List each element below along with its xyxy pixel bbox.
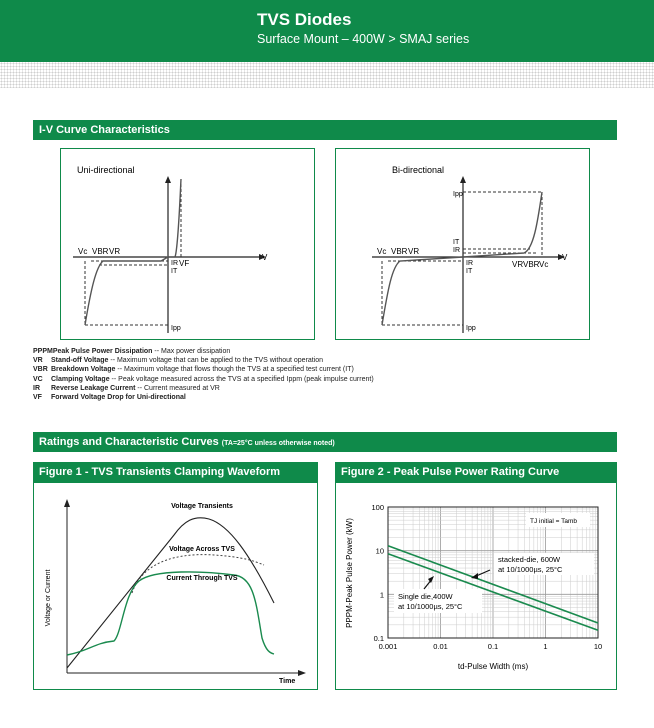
uni-ipp-label: Ipp: [171, 325, 181, 332]
fig2-heading: Figure 2 - Peak Pulse Power Rating Curve: [335, 462, 617, 482]
legend-row: PPPMPeak Pulse Power Dissipation -- Max power dissipation: [33, 348, 231, 355]
bi-vbr-label: VBR: [391, 247, 408, 256]
uni-title: Uni-directional: [77, 165, 135, 175]
voltage-across-curve: [132, 555, 264, 593]
current-through-curve: [67, 572, 274, 655]
bi-title: Bi-directional: [392, 165, 445, 175]
uni-vbr-label: VBR: [92, 247, 109, 256]
x-tick-label: 0.001: [378, 642, 398, 651]
fig2-power-chart: [336, 483, 616, 689]
uni-vr-label: VR: [109, 247, 121, 256]
y-tick-label: 10: [375, 546, 384, 556]
legend-row: IR Reverse Leakage Current -- Current measured at VR: [33, 384, 220, 392]
page-subtitle: Surface Mount – 400W > SMAJ series: [257, 32, 470, 46]
uni-axis-v: V: [262, 253, 268, 262]
bi-ir-top-label: IR: [453, 247, 460, 254]
legend-row: VC Clamping Voltage -- Peak voltage measured across the TVS at a specified Ippm (peak impulse current): [33, 375, 374, 383]
single-label-2: at 10/1000µs, 25°C: [398, 602, 463, 611]
bi-axis-v: V: [562, 253, 568, 262]
bi-ipp-label: Ipp: [466, 325, 476, 332]
dot-pattern-band: [0, 62, 654, 88]
ratings-note: (TA=25°C unless otherwise noted): [221, 440, 335, 447]
bi-vr-right-label: VR: [512, 260, 524, 269]
stacked-label-2: at 10/1000µs, 25°C: [498, 565, 563, 574]
fig2-ylabel: PPPM-Peak Pulse Power (kW): [345, 518, 354, 628]
uni-it-label: IT: [171, 268, 178, 275]
bi-directional-panel: [335, 148, 590, 340]
voltage-transient-curve: [67, 518, 274, 668]
y-tick-label: 0.1: [373, 634, 384, 643]
voltage-transients-label: Voltage Transients: [171, 503, 233, 510]
fig1-heading: Figure 1 - TVS Transients Clamping Waveform: [33, 462, 318, 482]
voltage-across-label: Voltage Across TVS: [169, 546, 235, 553]
y-tick-label: 1: [379, 590, 384, 600]
stacked-label-1: stacked-die, 600W: [498, 555, 561, 564]
uni-vc-label: Vc: [78, 247, 88, 256]
bi-iv-curve: [336, 149, 589, 339]
fig1-waveform: [34, 483, 317, 689]
x-tick-label: 1: [543, 642, 548, 651]
legend-row: VR Stand-off Voltage -- Maximum voltage that can be applied to the TVS without operation: [33, 357, 324, 365]
uni-ir-label: IR: [171, 260, 178, 267]
iv-section-heading: I-V Curve Characteristics: [33, 120, 617, 140]
legend-row: VBR Breakdown Voltage -- Maximum voltage that flows though the TVS at a specified test current (IT): [33, 366, 354, 374]
fig2-xlabel: td-Pulse Width (ms): [457, 662, 529, 671]
bi-ipp-top-label: Ipp: [453, 191, 463, 198]
bi-vbr-right-label: VBR: [523, 260, 540, 269]
bi-ir-label: IR: [466, 260, 473, 267]
ratings-section-heading: Ratings and Characteristic Curves (TA=25°C unless otherwise noted): [33, 432, 617, 452]
uni-directional-panel: [60, 148, 315, 340]
fig1-ylabel: Voltage or Current: [45, 569, 52, 627]
uni-iv-curve: [61, 149, 314, 339]
bi-vc-label: Vc: [377, 247, 387, 256]
uni-vf-label: VF: [179, 259, 190, 268]
page-header: [0, 0, 654, 62]
bi-it-top-label: IT: [453, 239, 460, 246]
bi-vc-right-label: Vc: [539, 260, 549, 269]
parameter-legend: [33, 347, 374, 402]
bi-it-label: IT: [466, 268, 473, 275]
tj-note: TJ initial = Tamb: [530, 518, 578, 525]
bi-vr-label: VR: [408, 247, 420, 256]
x-tick-label: 10: [593, 642, 603, 651]
single-label-1: Single die,400W: [398, 592, 453, 601]
fig1-panel: [33, 482, 318, 690]
fig2-panel: [335, 482, 617, 690]
x-tick-label: 0.1: [487, 642, 499, 651]
page-title: TVS Diodes: [257, 10, 352, 29]
fig1-xlabel: Time: [279, 678, 296, 685]
x-tick-label: 0.01: [433, 642, 448, 651]
current-through-label: Current Through TVS: [166, 575, 238, 582]
y-tick-label: 100: [371, 503, 384, 512]
legend-row: VF Forward Voltage Drop for Uni-directional: [33, 394, 186, 402]
